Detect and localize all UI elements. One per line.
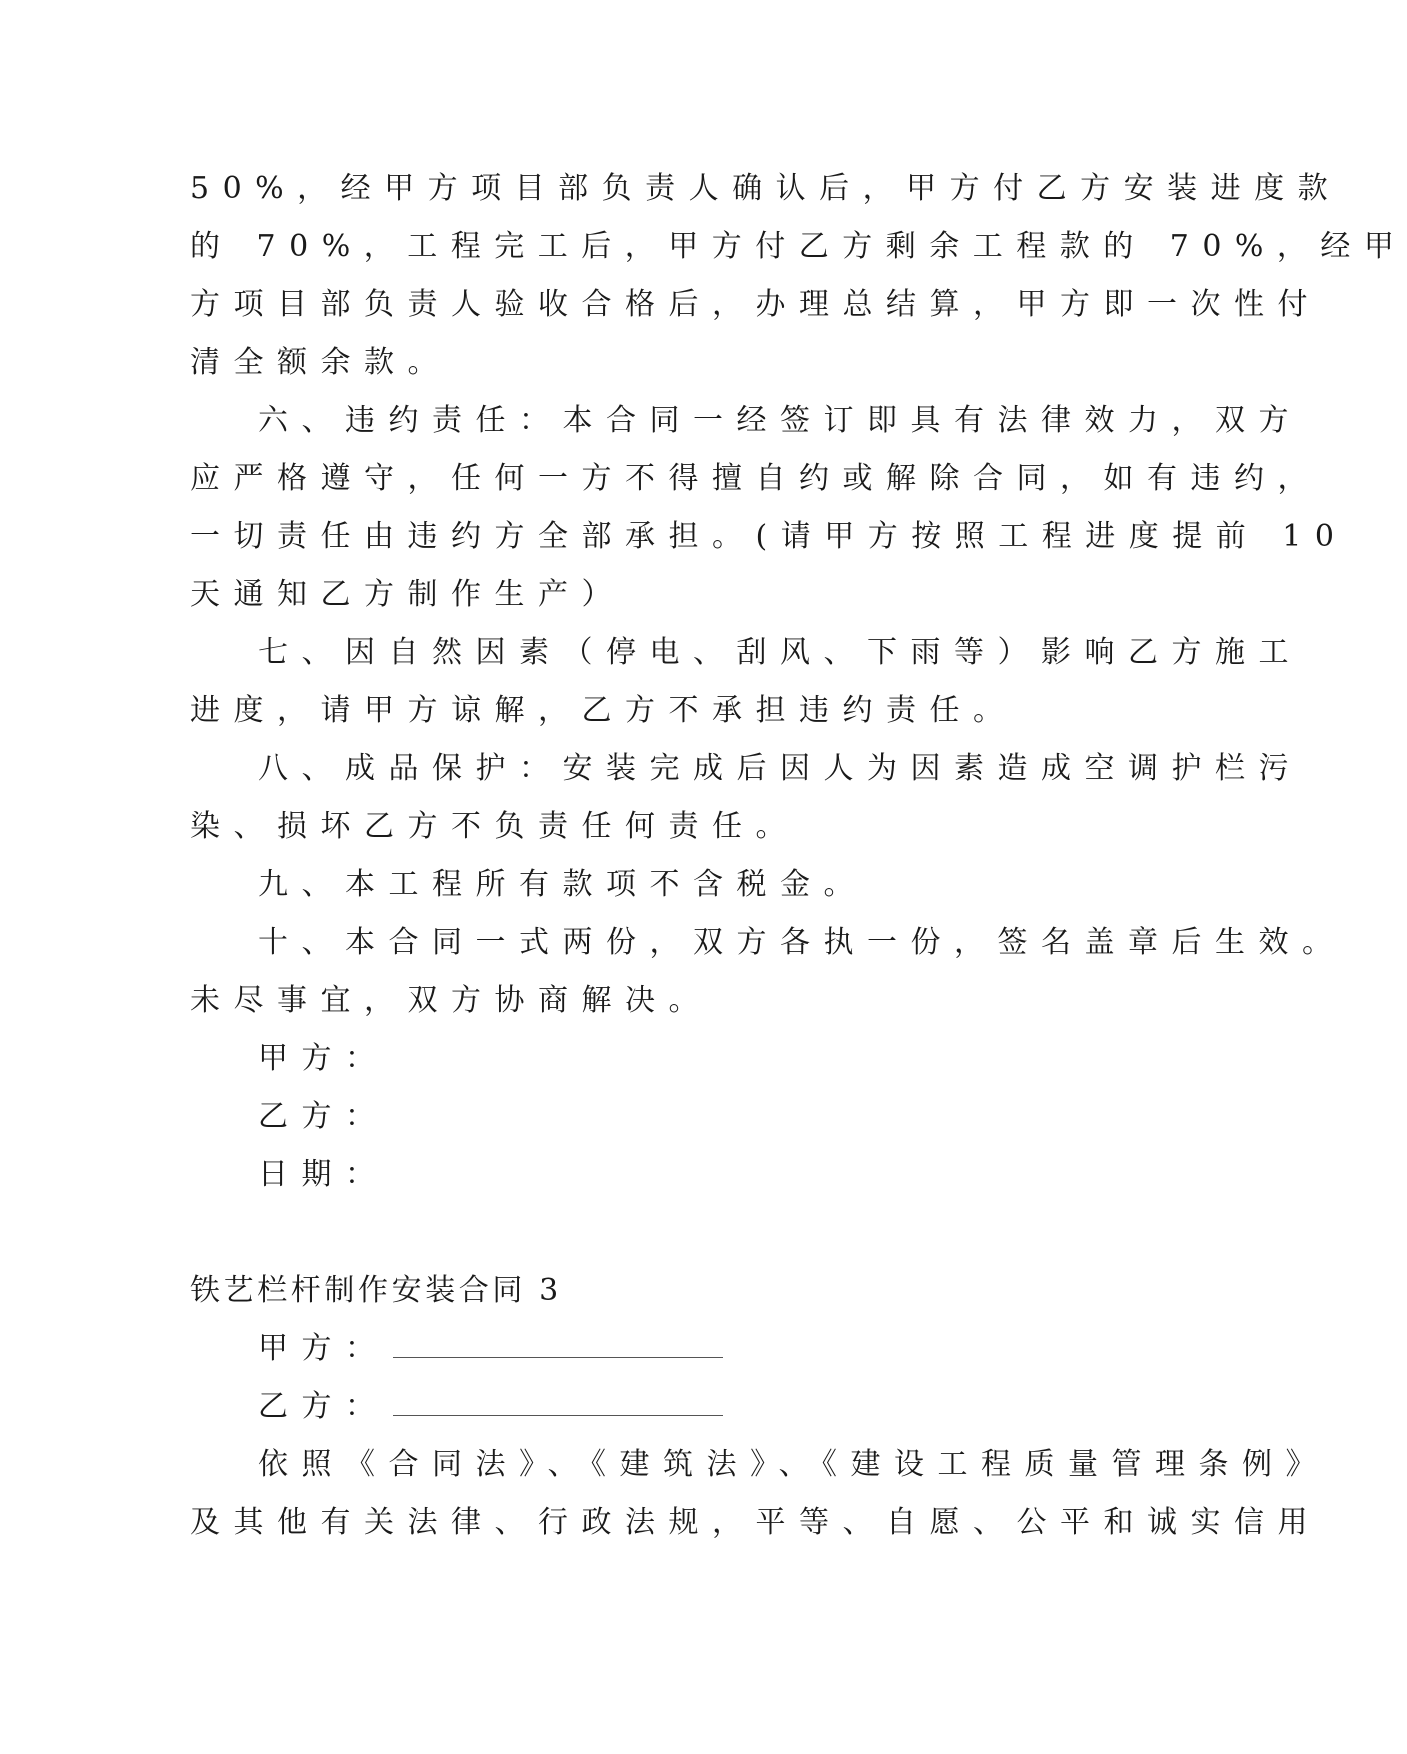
text-line: 的 70%，工程完工后，甲方付乙方剩余工程款的 70%，经甲 bbox=[190, 229, 1407, 264]
text-line: 七、因自然因素（停电、刮风、下雨等）影响乙方施工 bbox=[258, 635, 1302, 670]
text-line: 天通知乙方制作生产） bbox=[190, 577, 625, 612]
text-line: 一切责任由违约方全部承担。(请甲方按照工程进度提前 10 bbox=[190, 519, 1348, 554]
party-a-label: 甲方： bbox=[258, 1331, 389, 1366]
text-line: 未尽事宜，双方协商解决。 bbox=[190, 983, 712, 1018]
party-b-blank-field bbox=[393, 1385, 723, 1416]
text-line: 进度，请甲方谅解，乙方不承担违约责任。 bbox=[190, 693, 1017, 728]
text-line: 染、损坏乙方不负责任何责任。 bbox=[190, 809, 799, 844]
party-b-signature-label: 乙方： bbox=[258, 1099, 389, 1134]
clause-6-breach-liability bbox=[190, 392, 1348, 624]
party-b-row bbox=[190, 1378, 1052, 1436]
section-spacer bbox=[190, 1204, 1052, 1262]
text-line: 及其他有关法律、行政法规，平等、自愿、公平和诚实信用 bbox=[190, 1505, 1321, 1540]
text-line: 清全额余款。 bbox=[190, 345, 451, 380]
document-page bbox=[190, 160, 1407, 1552]
payment-paragraph bbox=[190, 160, 1407, 392]
party-a-row bbox=[190, 1320, 1052, 1378]
text-line: 九、本工程所有款项不含税金。 bbox=[258, 867, 867, 902]
text-line: 六、违约责任：本合同一经签订即具有法律效力，双方 bbox=[258, 403, 1302, 438]
clause-10-copies bbox=[190, 914, 1346, 1030]
text-line: 依照《合同法》、《建筑法》、《建设工程质量管理条例》 bbox=[258, 1447, 1329, 1482]
clause-9-tax bbox=[190, 856, 1052, 914]
party-b-label: 乙方： bbox=[258, 1389, 389, 1424]
text-line: 十、本合同一式两份，双方各执一份，签名盖章后生效。 bbox=[258, 925, 1346, 960]
clause-8-product-protection bbox=[190, 740, 1302, 856]
party-a-blank-field bbox=[393, 1327, 723, 1358]
text-line: 方项目部负责人验收合格后，办理总结算，甲方即一次性付 bbox=[190, 287, 1321, 322]
text-line: 八、成品保护：安装完成后因人为因素造成空调护栏污 bbox=[258, 751, 1302, 786]
text-line: 应严格遵守，任何一方不得擅自约或解除合同，如有违约， bbox=[190, 461, 1321, 496]
clause-7-force-majeure bbox=[190, 624, 1302, 740]
contract-3-section bbox=[190, 1262, 1329, 1552]
date-signature-label: 日期： bbox=[258, 1157, 389, 1192]
party-a-signature-label: 甲方： bbox=[258, 1041, 389, 1076]
signature-block bbox=[190, 1030, 1052, 1204]
contract-3-title: 铁艺栏杆制作安装合同 3 bbox=[190, 1273, 562, 1308]
text-line: 50%，经甲方项目部负责人确认后，甲方付乙方安装进度款 bbox=[190, 171, 1342, 206]
